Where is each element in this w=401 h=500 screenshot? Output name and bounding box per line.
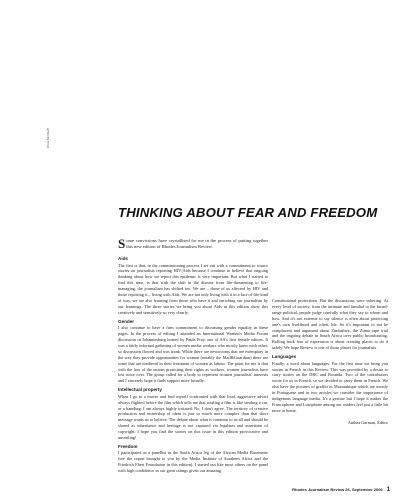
left-column bbox=[118, 238, 268, 474]
right-column bbox=[272, 298, 388, 426]
drop-cap: S bbox=[118, 236, 126, 251]
section-body-freedom: I participated as a panellist in the South Africa leg of the African Media Barometer (see the report brought to you by the Media Institute of Southern Africa and the Friedrich Ebert Foundation in this edition). I started out like most others on the panel with high confidence in our great ratings given our amazing bbox=[118, 450, 268, 474]
section-body-freedom-continued: Constitutional protections. But the discussions were sobering. At every level of society, from the intimate and familial to the broad-range political, people judge carefully what they say to whom and how. And it's not extreme to say silence is often about protecting one's own livelihood and often, life. So it's important to not be complacent and argument about Zimbabwe, the Zuma rape trial and the ongoing debate in South Africa over public broadcasting. Rolling back fear of expression is about creating places to do it safely. We hope Review is one of those places for journalists. bbox=[272, 298, 388, 351]
photo-credit: Chris Kirchhoff bbox=[46, 128, 50, 148]
section-body-languages: Finally, a word about languages. For the first time we bring you stories in French in this Review. This was provided by a desire to carry stories on the DRC and Rwanda. Two of the contributors wrote for us in French, so we decided to carry them in French. We also have the pictures of graffiti in Mozambique which are mostly in Portuguese and in two articles we consider the importance of indigenous language media. It's a gesture but I hope it makes the Francophone and Lusophone among our readers feel just a little bit more at home. bbox=[272, 360, 388, 413]
section-heading-gender: Gender bbox=[118, 318, 135, 324]
section-body-intellectual-property: When I go to a movie and find myself confronted with that loud, aggressive advert always flighted before the film which tells me that stealing a film is like stealing a car, or a handbag, I am always highly irritated. No, I don't agree. The territory of creative production and ownership of ideas is just so much more complex than that short message wants us to believe. The debate about what is common to us all and should be shared as inheritance and heritage is not captured via legalism and assertions of copyright. I hope you find the stories on this issue in this edition provocative and unsettling! bbox=[118, 393, 268, 441]
intro-text: ome convictions have crystallised for me in the process of putting together this new edition of Rhodes Journalism Review. bbox=[126, 238, 268, 249]
page-title: THINKING ABOUT FEAR AND FREEDOM bbox=[118, 205, 378, 220]
section-heading-freedom: Freedom bbox=[118, 443, 138, 449]
page-footer bbox=[270, 487, 390, 493]
page-number: 1 bbox=[386, 487, 390, 493]
section-heading-intellectual-property: Intellectual property bbox=[118, 387, 162, 393]
section-heading-aids: Aids bbox=[118, 256, 128, 261]
publication-info: Rhodes Journalism Review 26, September 2006 bbox=[292, 487, 383, 492]
intro-paragraph bbox=[118, 238, 268, 250]
section-body-aids: The first is that, in the commissioning process I set out with a commitment to source stories on journalists reporting HIV/Aids because I continue to believe that ongoing thinking about how we report this epidemic is very important. But what I started to find this time, is that with the shift in the disease from life-threatening to life-managing, the journalism has shifted too. We are – those of us affected by HIV and those reporting it – living with Aids. We are not only living with it in a fact-of-life kind of way, we are also learning from those who have it and enriching our journalism by our learnings. The three stories we bring you about Aids in this edition show this creatively and sensitively so very clearly. bbox=[118, 262, 268, 315]
editor-signature: Anthea Garman, Editor bbox=[347, 419, 388, 425]
section-body-gender: I also continue to have a firm commitment to discussing gender equality in these pages. In the process of editing I attended an International Women's Media Forum discussion in Johannesburg hosted by Paula Fray, one of SA's first female editors. It was a fairly informal gathering of women media workers who mostly knew each other, so discussion flowed and was frank. While there are newsrooms that are exemplary in the way they provide opportunities for women (notably the Mail&Guardian) there are some that are medieval in their treatment of women as labour. The point for me is that with the loss of the unions protecting their rights as workers, women journalists have lost twice over. The group called for a body to represent women journalists' interests and I sincerely hope it finds support more broadly. bbox=[118, 325, 268, 384]
section-heading-languages: Languages bbox=[272, 354, 297, 360]
